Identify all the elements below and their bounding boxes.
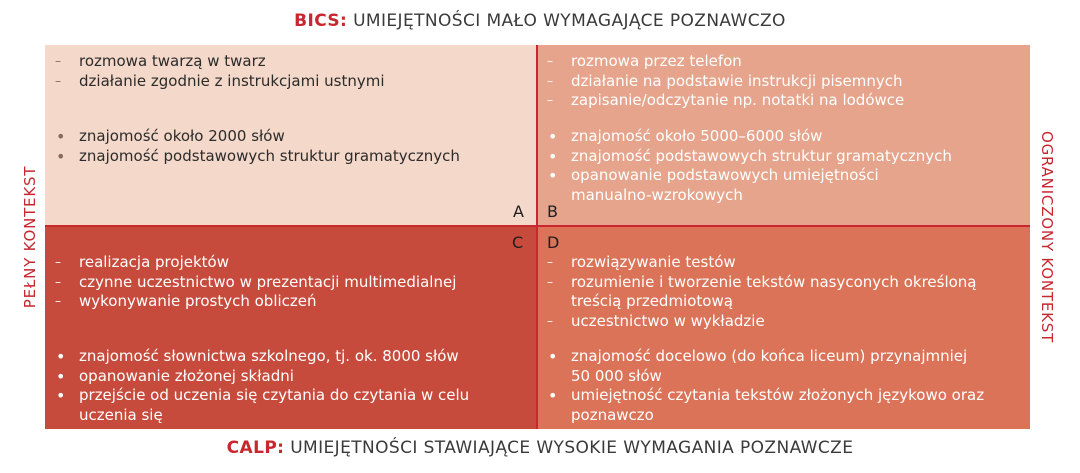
list-item-continuation: poznawczo [571,405,654,424]
list-item-continuation: 50 000 słów [571,366,662,385]
list-item-continuation: treścią przedmiotową [571,292,733,310]
list-item: – zapisanie/odczytanie np. notatki na lodówce [547,91,904,111]
list-item: • znajomość podstawowych struktur gramatycznych [55,147,460,167]
quadrant-letter-c: C [512,233,524,252]
quadrant-a [45,45,537,226]
list-item: • opanowanie podstawowych umiejętności [547,166,952,186]
calp-description: UMIEJĘTNOŚCI STAWIAJĄCE WYSOKIE WYMAGANIA POZNAWCZE [284,438,854,458]
list-item: – wykonywanie prostych obliczeń [55,292,456,312]
horizontal-divider [45,225,1030,227]
list-item: • znajomość słownictwa szkolnego, tj. ok. 8000 słów [55,347,469,367]
quadrant-d-dash-list [547,253,977,331]
quadrant-letter-d: D [547,233,560,252]
list-item: – rozumienie i tworzenie tekstów nasyconych określoną [547,273,977,293]
bics-label: BICS: [294,11,348,31]
list-item: – czynne uczestnictwo w prezentacji multimedialnej [55,273,456,293]
quadrant-b-dash-list [547,52,904,111]
quadrant-c [45,226,537,429]
list-item: – realizacja projektów [55,253,456,273]
list-item: – rozmowa przez telefon [547,52,904,72]
list-item: • znajomość podstawowych struktur gramatycznych [547,147,952,167]
calp-title [0,438,1080,458]
list-item-continuation: manualno-wzrokowych [571,185,743,204]
list-item: • opanowanie złożonej składni [55,367,469,387]
bics-description: UMIEJĘTNOŚCI MAŁO WYMAGAJĄCE POZNAWCZO [347,11,786,31]
list-item: • znajomość docelowo (do końca liceum) przynajmniej [547,347,984,367]
quadrant-letter-a: A [513,202,524,221]
side-label-limited-context: OGRANICZONY KONTEKST [1038,130,1056,344]
quadrant-a-dash-list [55,52,385,91]
quadrant-d [537,226,1030,429]
quadrant-c-dash-list [55,253,456,312]
quadrant-b [537,45,1030,226]
quadrant-b-bullet-list [547,127,952,205]
quadrant-c-bullet-list [55,347,469,425]
quadrant-letter-b: B [547,202,558,221]
list-item: • znajomość około 5000–6000 słów [547,127,952,147]
list-item: – działanie zgodnie z instrukcjami ustnymi [55,72,385,92]
list-item: – rozwiązywanie testów [547,253,977,273]
calp-label: CALP: [226,438,285,458]
bics-title [0,11,1080,31]
vertical-divider [536,45,538,429]
quadrant-d-bullet-list [547,347,984,425]
list-item: – rozmowa twarzą w twarz [55,52,385,72]
list-item: – działanie na podstawie instrukcji pisemnych [547,72,904,92]
list-item: • znajomość około 2000 słów [55,127,460,147]
list-item: – uczestnictwo w wykładzie [547,312,977,332]
quadrant-a-bullet-list [55,127,460,166]
quadrant-grid [45,45,1030,429]
list-item-continuation: uczenia się [79,405,163,424]
side-label-full-context: PEŁNY KONTEKST [21,165,39,309]
list-item: • umiejętność czytania tekstów złożonych językowo oraz [547,386,984,406]
list-item: • przejście od uczenia się czytania do czytania w celu [55,386,469,406]
